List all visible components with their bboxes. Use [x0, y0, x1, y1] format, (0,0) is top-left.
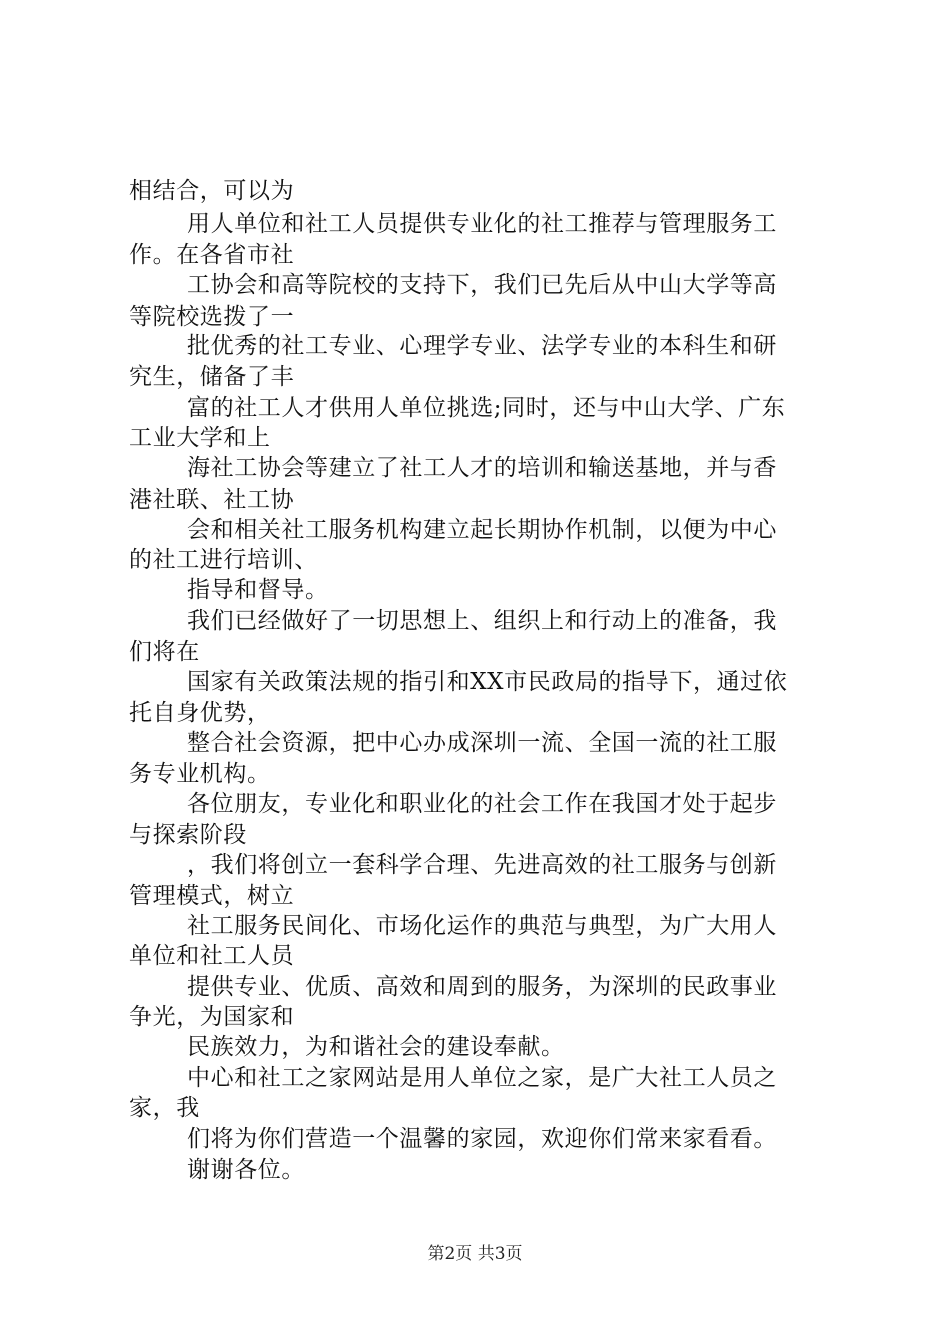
text-line: 作。在各省市社: [129, 242, 295, 268]
text-line: 指导和督导。: [187, 577, 329, 603]
text-line: 会和相关社工服务机构建立起长期协作机制，以便为中心: [187, 517, 777, 543]
text-line: 等院校选拨了一: [129, 304, 295, 330]
text-line: 究生，储备了丰: [129, 364, 295, 390]
text-line: 民族效力，为和谐社会的建设奉献。: [187, 1034, 565, 1060]
text-line: 港社联、社工协: [129, 487, 295, 513]
text-line: 各位朋友，专业化和职业化的社会工作在我国才处于起步: [187, 791, 777, 817]
text-line: 托自身优势，: [129, 700, 271, 726]
text-line: ，我们将创立一套科学合理、先进高效的社工服务与创新: [187, 852, 777, 878]
text-line: 管理模式，树立: [129, 883, 295, 909]
text-line: 争光，为国家和: [129, 1004, 295, 1030]
text-line: 批优秀的社工专业、心理学专业、法学专业的本科生和研: [187, 333, 777, 359]
text-line: 整合社会资源，把中心办成深圳一流、全国一流的社工服: [187, 730, 777, 756]
page-number-footer: 第2页 共3页: [427, 1244, 523, 1264]
text-line: 家，我: [129, 1095, 200, 1121]
text-line: 用人单位和社工人员提供专业化的社工推荐与管理服务工: [187, 211, 777, 237]
text-line: 社工服务民间化、市场化运作的典范与典型，为广大用人: [187, 913, 777, 939]
text-line: 们将在: [129, 639, 200, 665]
text-line: 海社工协会等建立了社工人才的培训和输送基地，并与香: [187, 455, 777, 481]
text-line: 我们已经做好了一切思想上、组织上和行动上的准备，我: [187, 608, 777, 634]
text-line: 富的社工人才供用人单位挑选;同时，还与中山大学、广东: [187, 395, 786, 421]
text-line: 工协会和高等院校的支持下，我们已先后从中山大学等高: [187, 272, 777, 298]
text-line: 与探索阶段: [129, 822, 247, 848]
text-line: 谢谢各位。: [187, 1157, 305, 1183]
text-line: 相结合，可以为: [129, 178, 295, 204]
text-line: 国家有关政策法规的指引和XX市民政局的指导下，通过依: [187, 669, 788, 695]
text-line: 务专业机构。: [129, 761, 271, 787]
text-line: 们将为你们营造一个温馨的家园，欢迎你们常来家看看。: [187, 1126, 777, 1152]
text-line: 单位和社工人员: [129, 943, 295, 969]
text-line: 提供专业、优质、高效和周到的服务，为深圳的民政事业: [187, 974, 777, 1000]
text-line: 工业大学和上: [129, 425, 271, 451]
text-line: 的社工进行培训、: [129, 547, 318, 573]
text-line: 中心和社工之家网站是用人单位之家，是广大社工人员之: [187, 1065, 777, 1091]
